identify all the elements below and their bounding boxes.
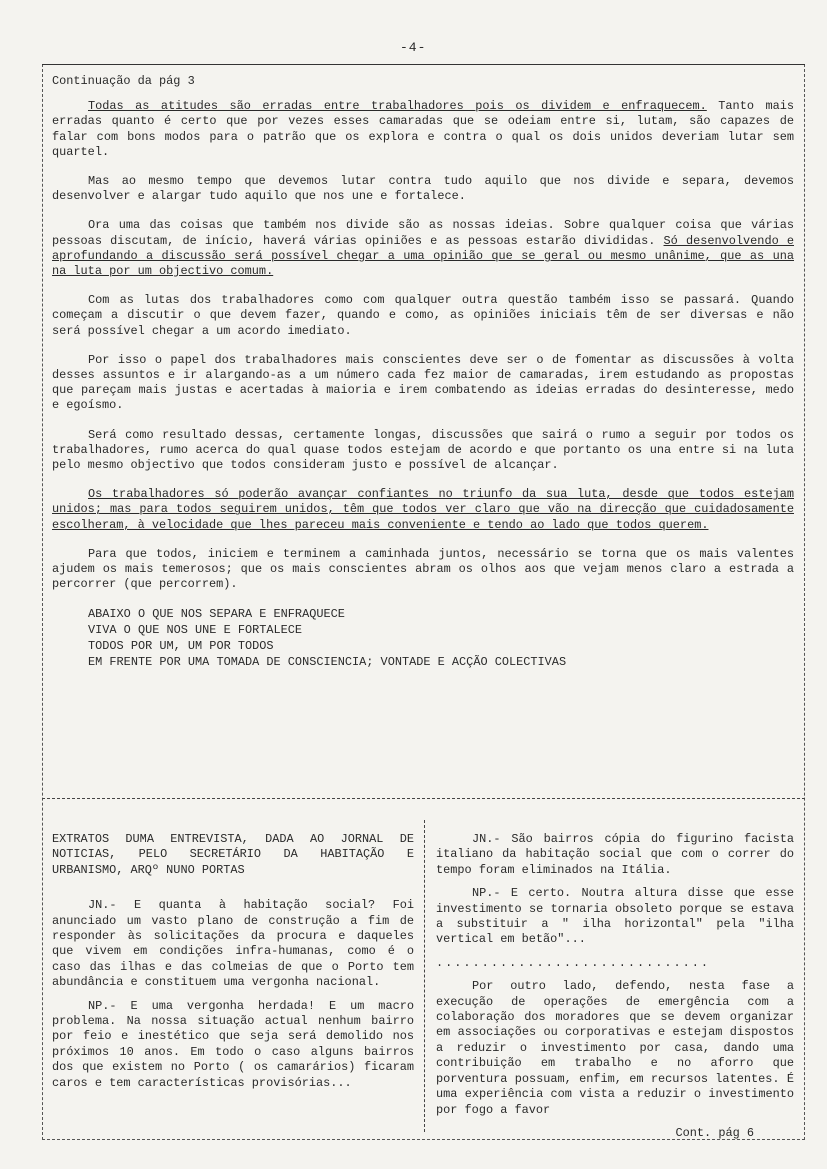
- interview-paragraph: [436, 832, 794, 878]
- interview-paragraph: [52, 999, 414, 1091]
- slogan: TODOS POR UM, UM POR TODOS: [88, 639, 274, 654]
- section-divider: [42, 798, 805, 799]
- frame-top-border: [42, 64, 805, 65]
- interview-paragraph: [436, 886, 794, 948]
- column-divider: [424, 820, 425, 1132]
- interview-right-column: [436, 832, 794, 1141]
- paragraph-2-text: Mas ao mesmo tempo que devemos lutar contra tudo aquilo que nos divide e separa, devemos desenvolver e alargar tudo aquilo que nos une e fortalece.: [52, 174, 794, 204]
- paragraph-6-text: Será como resultado dessas, certamente longas, discussões que sairá o rumo a seguir por todos os trabalhadores, rumo acerca do qual quase todos estejam de acordo e que portanto os una entre si na luta pelo mesmo objectivo que todos consideram justo e possível de alcançar.: [52, 427, 794, 473]
- paragraph-8-text: Para que todos, iniciem e terminem a caminhada juntos, necessário se torna que os mais valentes ajudem os mais temerosos; que os mais conscientes abram os olhos aos que vejam menos claro a estrada a percorrer (que percorrem).: [52, 546, 794, 592]
- paragraph-5: [52, 353, 794, 414]
- paragraph-1: [52, 99, 794, 160]
- interview-paragraph: [52, 898, 414, 990]
- paragraph-7-underlined: Os trabalhadores só poderão avançar confiantes no triunfo da sua luta, desde que todos estejam unidos; mas para todos seguirem unidos, têm que todos ver claro que vão na direcção que cuidadosamente escolheram, à velocidade que lhes pareceu mais conveniente e tendo ao lado que todos querem.: [52, 487, 794, 532]
- slogan: EM FRENTE POR UMA TOMADA DE CONSCIENCIA; VONTADE E ACÇÃO COLECTIVAS: [88, 655, 567, 670]
- paragraph-4-text: Com as lutas dos trabalhadores como com qualquer outra questão também isso se passará. Quando começam a discutir o que devem fazer, quando e como, as opiniões iniciais têm de ser diversas e não será possível chegar a um acordo imediato.: [52, 293, 794, 338]
- interview-text: JN.- São bairros cópia do figurino facista italiano da habitação social que com o correr do tempo foram eliminados na Itália.: [436, 832, 794, 877]
- interview-text: Por outro lado, defendo, nesta fase a execução de operações de emergência com a colaboração dos moradores que se devem organizar em associações ou corporativas e estejam dispostos a reduzir o investimento por casa, dando uma contribuição em trabalho e no aforro que porventura possuam, enfim, em recursos latentes. É uma experiência com vista a reduzir o investimento por fogo a favor: [436, 979, 794, 1117]
- paragraph-5-text: Por isso o papel dos trabalhadores mais conscientes deve ser o de fomentar as discussões à volta desses assuntos e ir alargando-as a um número cada fez maior de camaradas, irem estudando as propostas que pareçam mais justas e acertadas à maioria e irem combatendo as ideias erradas do desinteresse, medo e egoísmo.: [52, 352, 794, 413]
- continued-note: Cont. pág 6: [675, 1125, 754, 1140]
- paragraph-8: [52, 547, 794, 593]
- dotted-separator: ..............................: [436, 955, 711, 970]
- paragraph-6: [52, 428, 794, 474]
- paragraph-1-rest: Tanto mais erradas quanto é certo que por vezes esses camaradas que se odeiam entre si, lutam, são capazes de falar com bons modos para o patrão que os explora e contra o qual os dois unidos deveriam lutar sem quartel.: [52, 99, 795, 159]
- interview-text: NP.- E certo. Noutra altura disse que esse investimento se tornaria obsoleto porque se estava a substituir a " ilha horizontal" pela "ilha vertical em betão"...: [436, 886, 794, 947]
- paragraph-3-underlined: Só desenvolvendo e aprofundando a discussão será possível chegar a uma opinião que se geral ou mesmo unânime, que as una na luta por um objectivo comum.: [52, 233, 794, 279]
- paragraph-3: [52, 218, 794, 279]
- paragraph-1-underlined: Todas as atitudes são erradas entre trabalhadores pois os dividem e enfraquecem.: [88, 99, 707, 114]
- article-continuation: [52, 74, 794, 670]
- paragraph-4: [52, 293, 794, 339]
- paragraph-2: [52, 174, 794, 204]
- interview-left-column: [52, 832, 414, 1099]
- paragraph-7: [52, 487, 794, 533]
- slogans: [52, 606, 794, 670]
- interview-text: NP.- E uma vergonha herdada! E um macro problema. Na nossa situação actual nenhum bairro por feio e inestético que seja será demolido nos próximos 10 anos. Em todo o caso alguns bairros dos que existem no Porto ( os camarários) ficaram caros e tem características provisórias...: [52, 998, 414, 1090]
- continuation-note: Continuação da pág 3: [52, 74, 195, 88]
- page-number: -4-: [400, 40, 427, 55]
- slogan: VIVA O QUE NOS UNE E FORTALECE: [88, 623, 303, 638]
- slogan: ABAIXO O QUE NOS SEPARA E ENFRAQUECE: [88, 607, 345, 622]
- interview-paragraph: [436, 979, 794, 1118]
- interview-title: EXTRATOS DUMA ENTREVISTA, DADA AO JORNAL DE NOTICIAS, PELO SECRETÁRIO DA HABITAÇÃO E URBANISMO, ARQº NUNO PORTAS: [52, 832, 414, 877]
- paragraph-3-text: Ora uma das coisas que também nos divide são as nossas ideias. Sobre qualquer coisa que várias pessoas discutam, de início, haverá várias opiniões e as pessoas estarão divididas.: [52, 218, 794, 248]
- interview-text: JN.- E quanta à habitação social? Foi anunciado um vasto plano de construção a fim de responder às solicitações da procura e daqueles que vivem em condições infra-humanas, como é o caso das ilhas e das colmeias de que o Porto tem abundância e constituem uma vergonha nacional.: [52, 898, 414, 990]
